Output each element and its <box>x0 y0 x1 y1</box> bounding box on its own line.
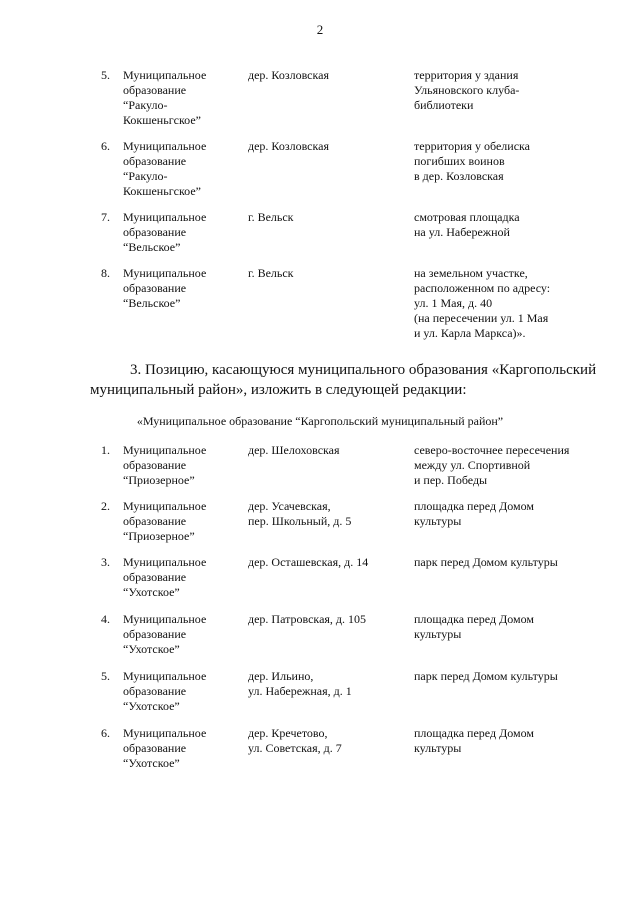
place-cell <box>248 555 398 570</box>
municipality-cell <box>123 68 238 128</box>
description-line: ул. 1 Мая, д. 40 <box>414 296 493 310</box>
description-line: культуры <box>414 627 462 641</box>
description-cell <box>414 443 604 488</box>
row-number: 5. <box>101 669 110 683</box>
place-line: ул. Набережная, д. 1 <box>248 684 352 698</box>
municipality-line: Муниципальное <box>123 266 207 280</box>
municipality-cell <box>123 669 238 714</box>
municipality-line: “Приозерное” <box>123 529 195 543</box>
place-line: дер. Ильино, <box>248 669 314 683</box>
municipality-line: Муниципальное <box>123 612 207 626</box>
description-line: и пер. Победы <box>414 473 488 487</box>
municipality-line: “Ухотское” <box>123 642 180 656</box>
description-line: Ульяновского клуба- <box>414 83 520 97</box>
row-number: 3. <box>101 555 110 569</box>
municipality-line: Муниципальное <box>123 669 207 683</box>
municipality-line: “Вельское” <box>123 240 181 254</box>
place-cell <box>248 210 398 225</box>
municipality-cell <box>123 555 238 600</box>
description-line: площадка перед Домом <box>414 726 534 740</box>
description-line: между ул. Спортивной <box>414 458 531 472</box>
section-heading: «Муниципальное образование “Каргопольский муниципальный район” <box>136 414 504 428</box>
place-cell <box>248 266 398 281</box>
description-line: площадка перед Домом <box>414 499 534 513</box>
description-line: культуры <box>414 741 462 755</box>
municipality-line: образование <box>123 627 187 641</box>
description-line: на ул. Набережной <box>414 225 510 239</box>
place-line: г. Вельск <box>248 266 294 280</box>
place-line: дер. Кречетово, <box>248 726 328 740</box>
municipality-cell <box>123 726 238 771</box>
row-number: 1. <box>101 443 110 457</box>
description-line: культуры <box>414 514 462 528</box>
description-cell <box>414 68 604 113</box>
municipality-line: образование <box>123 458 187 472</box>
place-cell <box>248 612 398 627</box>
municipality-line: Муниципальное <box>123 68 207 82</box>
municipality-line: Муниципальное <box>123 139 207 153</box>
municipality-line: образование <box>123 281 187 295</box>
municipality-line: образование <box>123 684 187 698</box>
municipality-cell <box>123 443 238 488</box>
row-number: 4. <box>101 612 110 626</box>
municipality-line: образование <box>123 741 187 755</box>
description-cell <box>414 210 604 240</box>
place-cell <box>248 726 398 756</box>
place-line: дер. Усачевская, <box>248 499 331 513</box>
municipality-line: “Вельское” <box>123 296 181 310</box>
place-line: дер. Патровская, д. 105 <box>248 612 367 626</box>
description-line: в дер. Козловская <box>414 169 504 183</box>
place-line: дер. Козловская <box>248 68 329 82</box>
description-line: на земельном участке, <box>414 266 528 280</box>
municipality-cell <box>123 210 238 255</box>
row-number: 5. <box>101 68 110 82</box>
municipality-line: “Ухотское” <box>123 699 180 713</box>
description-cell <box>414 612 604 642</box>
description-cell <box>414 139 604 184</box>
place-cell <box>248 499 398 529</box>
municipality-line: образование <box>123 154 187 168</box>
amendment-paragraph <box>90 360 610 400</box>
description-line: территория у здания <box>414 68 519 82</box>
municipality-line: “Ракуло- <box>123 169 168 183</box>
description-line: библиотеки <box>414 98 474 112</box>
row-number: 8. <box>101 266 110 280</box>
municipality-line: образование <box>123 225 187 239</box>
municipality-line: Кокшеньгское” <box>123 184 201 198</box>
municipality-line: “Ракуло- <box>123 98 168 112</box>
place-line: пер. Школьный, д. 5 <box>248 514 352 528</box>
place-line: дер. Шелоховская <box>248 443 340 457</box>
municipality-line: Муниципальное <box>123 555 207 569</box>
place-line: дер. Осташевская, д. 14 <box>248 555 369 569</box>
municipality-line: Кокшеньгское” <box>123 113 201 127</box>
place-line: ул. Советская, д. 7 <box>248 741 342 755</box>
municipality-cell <box>123 139 238 199</box>
description-line: расположенном по адресу: <box>414 281 551 295</box>
description-line: и ул. Карла Маркса)». <box>414 326 526 340</box>
description-line: (на пересечении ул. 1 Мая <box>414 311 549 325</box>
description-cell <box>414 499 604 529</box>
description-line: парк перед Домом культуры <box>414 555 558 569</box>
description-cell <box>414 266 604 341</box>
municipality-line: образование <box>123 83 187 97</box>
place-cell <box>248 443 398 458</box>
description-line: территория у обелиска <box>414 139 531 153</box>
municipality-line: Муниципальное <box>123 726 207 740</box>
description-line: смотровая площадка <box>414 210 520 224</box>
description-cell <box>414 726 604 756</box>
description-cell <box>414 555 604 570</box>
description-cell <box>414 669 604 684</box>
page-number: 2 <box>316 22 324 37</box>
municipality-line: “Ухотское” <box>123 585 180 599</box>
row-number: 2. <box>101 499 110 513</box>
municipality-line: Муниципальное <box>123 210 207 224</box>
place-cell <box>248 139 398 154</box>
description-line: парк перед Домом культуры <box>414 669 558 683</box>
description-line: площадка перед Домом <box>414 612 534 626</box>
paragraph-line: 3. Позицию, касающуюся муниципального образования «Каргопольский <box>130 362 597 378</box>
municipality-cell <box>123 499 238 544</box>
municipality-line: Муниципальное <box>123 443 207 457</box>
municipality-line: Муниципальное <box>123 499 207 513</box>
municipality-line: “Ухотское” <box>123 756 180 770</box>
municipality-cell <box>123 266 238 311</box>
row-number: 7. <box>101 210 110 224</box>
municipality-line: “Приозерное” <box>123 473 195 487</box>
description-line: северо-восточнее пересечения <box>414 443 570 457</box>
place-cell <box>248 68 398 83</box>
place-line: дер. Козловская <box>248 139 329 153</box>
row-number: 6. <box>101 139 110 153</box>
municipality-line: образование <box>123 514 187 528</box>
place-line: г. Вельск <box>248 210 294 224</box>
paragraph-line: муниципальный район», изложить в следующей редакции: <box>90 382 467 398</box>
place-cell <box>248 669 398 699</box>
municipality-line: образование <box>123 570 187 584</box>
description-line: погибших воинов <box>414 154 505 168</box>
municipality-cell <box>123 612 238 657</box>
row-number: 6. <box>101 726 110 740</box>
